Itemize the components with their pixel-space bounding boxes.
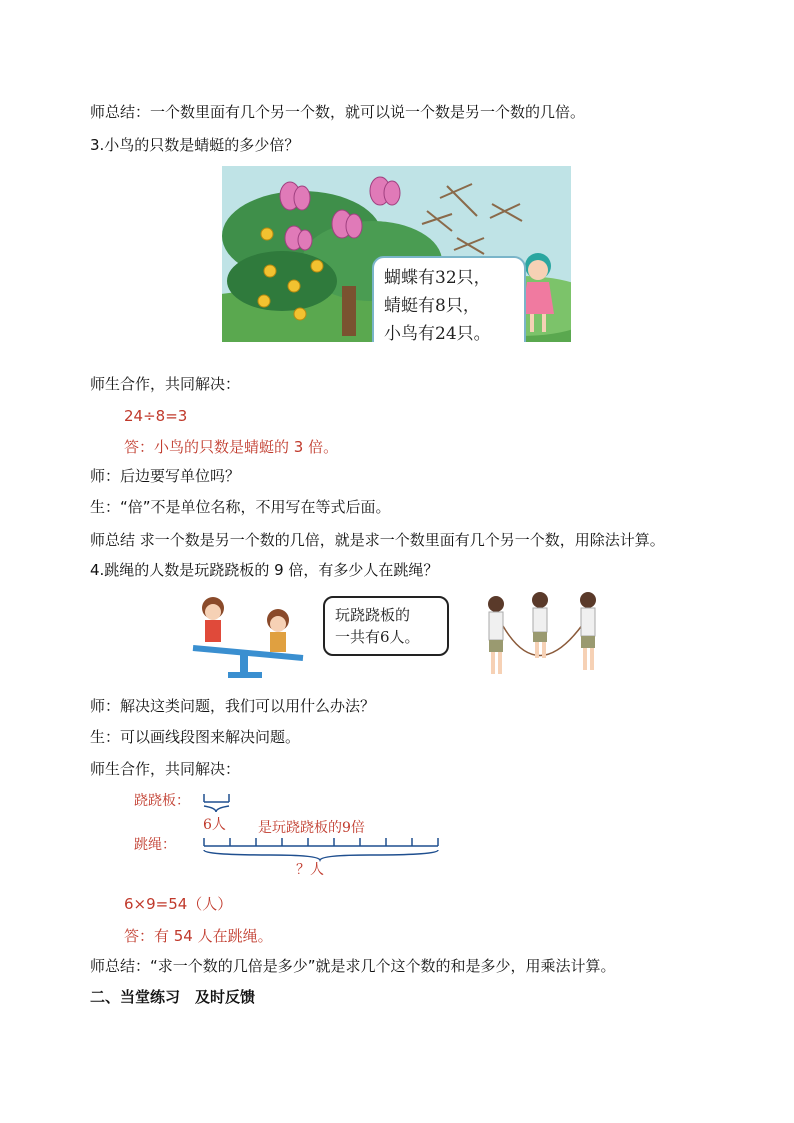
equation-multiplication: 6×9=54（人） bbox=[124, 895, 233, 913]
summary-1: 师总结：一个数里面有几个另一个数，就可以说一个数是另一个数的几倍。 bbox=[90, 103, 586, 121]
bubble-line: 蝴蝶有32只， bbox=[384, 268, 491, 288]
student-answer-unit: 生：“倍”不是单位名称，不用写在等式后面。 bbox=[90, 498, 391, 516]
cooperation-2: 师生合作，共同解决： bbox=[90, 760, 241, 778]
answer-3: 答：小鸟的只数是蜻蜓的 3 倍。 bbox=[124, 438, 339, 456]
bubble-line: 一共有6人。 bbox=[335, 628, 420, 646]
teacher-question: 师：后边要写单位吗？ bbox=[90, 467, 241, 485]
illustration-seesaw-rope bbox=[188, 590, 608, 690]
unit-label: 6人 bbox=[203, 817, 226, 833]
bubble-line: 小鸟有24只。 bbox=[384, 324, 491, 342]
speech-bubble-counts bbox=[372, 256, 526, 342]
rope-label: 跳绳： bbox=[134, 837, 176, 853]
times-note: 是玩跷跷板的9倍 bbox=[258, 820, 365, 836]
summary-3: 师总结：“求一个数的几倍是多少”就是求几个这个数的和是多少，用乘法计算。 bbox=[90, 957, 616, 975]
bubble-line: 玩跷跷板的 bbox=[335, 606, 411, 624]
bubble-line: 蜻蜓有8只， bbox=[384, 296, 480, 316]
seesaw-label: 跷跷板： bbox=[134, 793, 190, 809]
question-4: 4.跳绳的人数是玩跷跷板的 9 倍，有多少人在跳绳？ bbox=[90, 561, 439, 579]
illustration-birds-insects bbox=[222, 166, 571, 342]
teacher-method: 师：解决这类问题，我们可以用什么办法？ bbox=[90, 697, 376, 715]
equation-division: 24÷8=3 bbox=[124, 407, 188, 425]
student-method: 生：可以画线段图来解决问题。 bbox=[90, 728, 301, 746]
answer-4: 答：有 54 人在跳绳。 bbox=[124, 927, 273, 945]
question-3: 3.小鸟的只数是蜻蜓的多少倍？ bbox=[90, 136, 300, 154]
seesaw-kids-image bbox=[188, 590, 318, 685]
segments bbox=[120, 788, 460, 883]
cooperation-1: 师生合作，共同解决： bbox=[90, 375, 241, 393]
summary-2: 师总结 求一个数是另一个数的几倍，就是求一个数里面有几个另一个数，用除法计算。 bbox=[90, 531, 665, 549]
speech-bubble-seesaw bbox=[323, 596, 449, 656]
line-segment-diagram bbox=[120, 788, 460, 883]
jump-rope-kids-image bbox=[478, 586, 608, 686]
question-label: ？人 bbox=[296, 862, 324, 878]
section-heading: 二、当堂练习 及时反馈 bbox=[90, 988, 256, 1006]
